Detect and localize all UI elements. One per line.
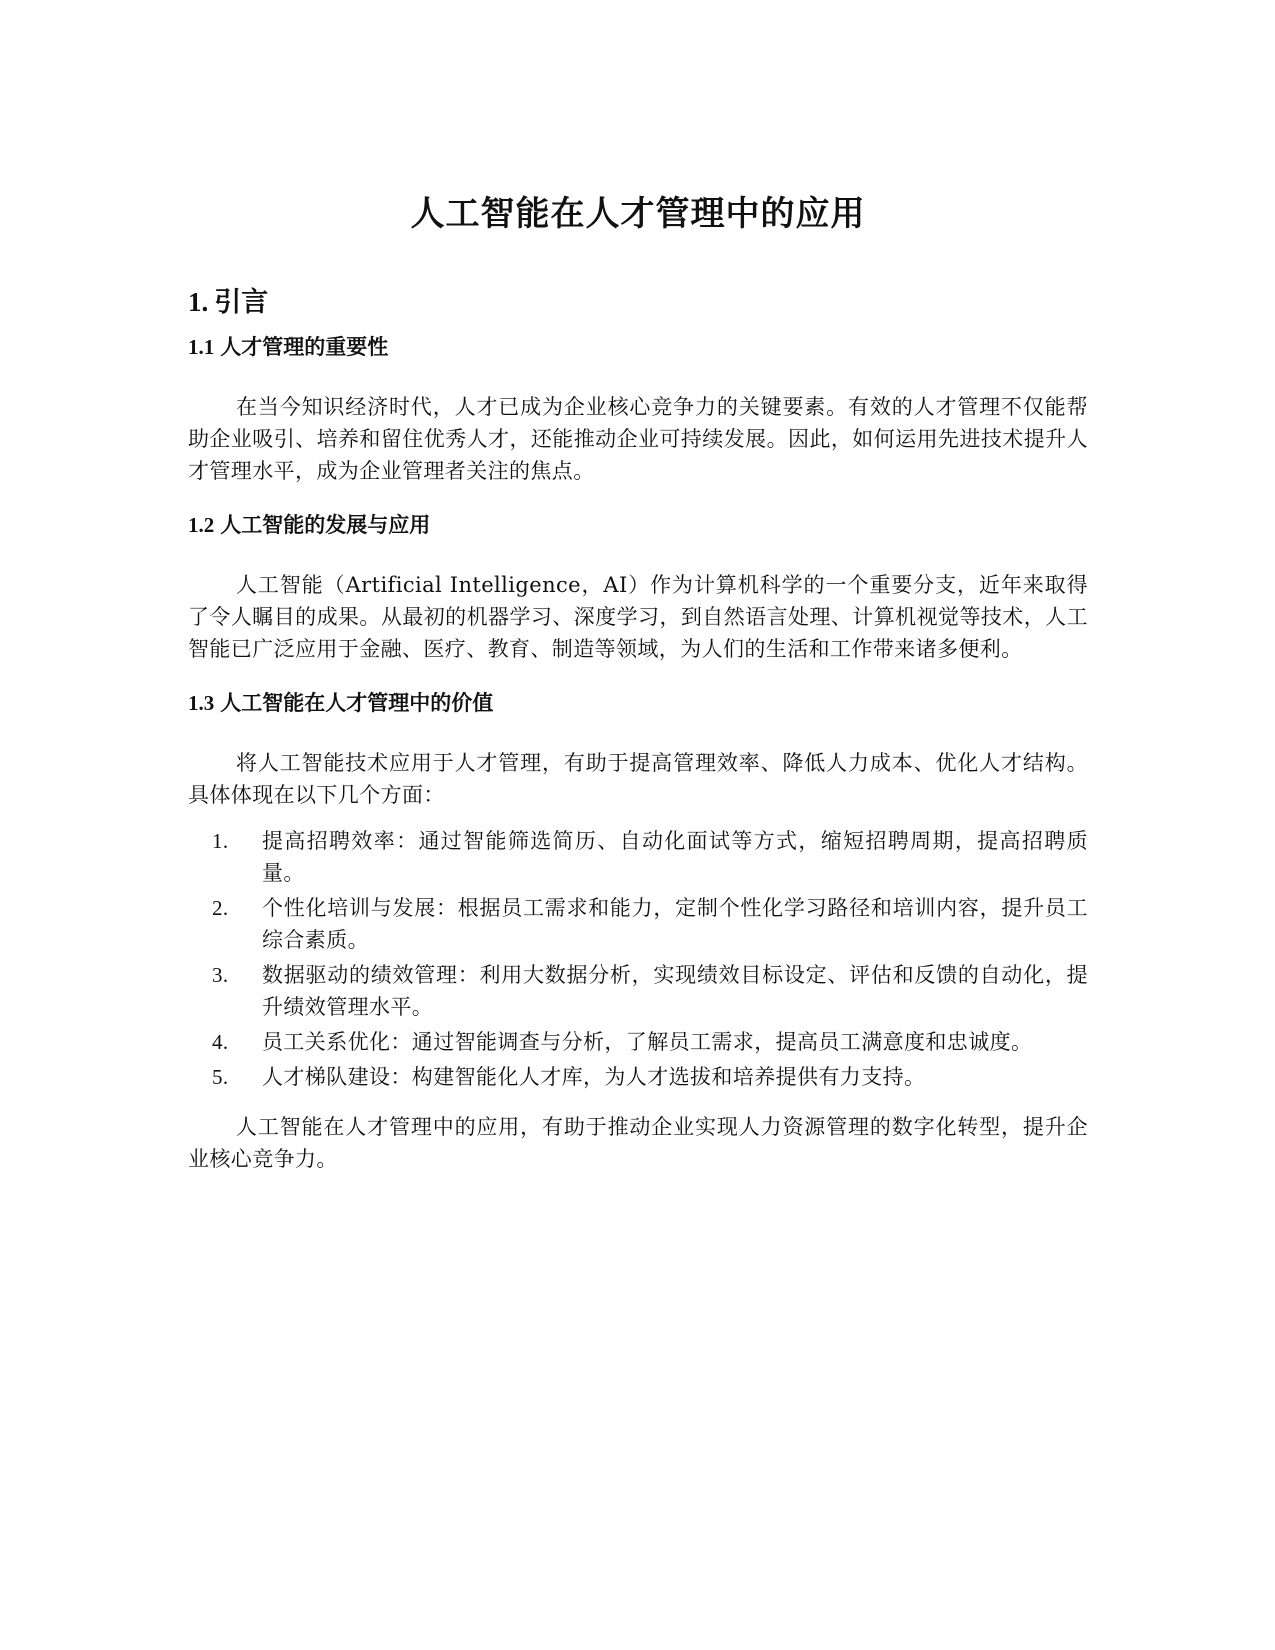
list-marker: 2. — [212, 896, 229, 920]
subsection-number: 1.2 — [188, 513, 215, 537]
list-marker: 1. — [212, 829, 229, 853]
list-item-text: 个性化培训与发展：根据员工需求和能力，定制个性化学习路径和培训内容，提升员工综合素质。 — [262, 896, 1088, 952]
section-number: 1. — [188, 287, 209, 317]
list-item — [188, 959, 1088, 1023]
subsection-number: 1.3 — [188, 691, 215, 715]
subsection-heading-1-2 — [188, 509, 1088, 541]
section-heading — [188, 282, 1088, 323]
value-list — [188, 825, 1088, 1093]
document-title: 人工智能在人才管理中的应用 — [410, 194, 866, 234]
subsection-number: 1.1 — [188, 335, 215, 359]
paragraph-ai-development: 人工智能（Artificial Intelligence，AI）作为计算机科学的一个重要分支，近年来取得了令人瞩目的成果。从最初的机器学习、深度学习，到自然语言处理、计算机视觉等技术，人工智能已广泛应用于金融、医疗、教育、制造等领域，为人们的生活和工作带来诸多便利。 — [188, 573, 1088, 661]
subsection-heading-1-3 — [188, 687, 1088, 719]
list-item-text: 数据驱动的绩效管理：利用大数据分析，实现绩效目标设定、评估和反馈的自动化，提升绩效管理水平。 — [262, 963, 1088, 1019]
section-title: 引言 — [214, 287, 269, 318]
subsection-title: 人工智能在人才管理中的价值 — [220, 691, 494, 715]
list-item-text: 员工关系优化：通过智能调查与分析，了解员工需求，提高员工满意度和忠诚度。 — [262, 1030, 1033, 1054]
document-content — [188, 190, 1088, 1197]
subsection-heading-1-1 — [188, 331, 1088, 363]
subsection-title: 人工智能的发展与应用 — [220, 513, 431, 537]
list-item — [188, 1026, 1088, 1058]
list-item — [188, 825, 1088, 889]
list-marker: 5. — [212, 1065, 229, 1089]
list-item — [188, 1061, 1088, 1093]
list-item-text: 提高招聘效率：通过智能筛选简历、自动化面试等方式，缩短招聘周期，提高招聘质量。 — [262, 829, 1088, 885]
subsection-title: 人才管理的重要性 — [220, 335, 389, 359]
paragraph-ai-value: 将人工智能技术应用于人才管理，有助于提高管理效率、降低人力成本、优化人才结构。具体体现在以下几个方面： — [188, 751, 1088, 807]
list-item-text: 人才梯队建设：构建智能化人才库，为人才选拔和培养提供有力支持。 — [262, 1065, 926, 1089]
list-marker: 4. — [212, 1030, 229, 1054]
paragraph-closing: 人工智能在人才管理中的应用，有助于推动企业实现人力资源管理的数字化转型，提升企业核心竞争力。 — [188, 1115, 1088, 1171]
paragraph-talent-importance: 在当今知识经济时代，人才已成为企业核心竞争力的关键要素。有效的人才管理不仅能帮助企业吸引、培养和留住优秀人才，还能推动企业可持续发展。因此，如何运用先进技术提升人才管理水平，成为企业管理者关注的焦点。 — [188, 395, 1088, 483]
list-marker: 3. — [212, 963, 229, 987]
list-item — [188, 892, 1088, 956]
